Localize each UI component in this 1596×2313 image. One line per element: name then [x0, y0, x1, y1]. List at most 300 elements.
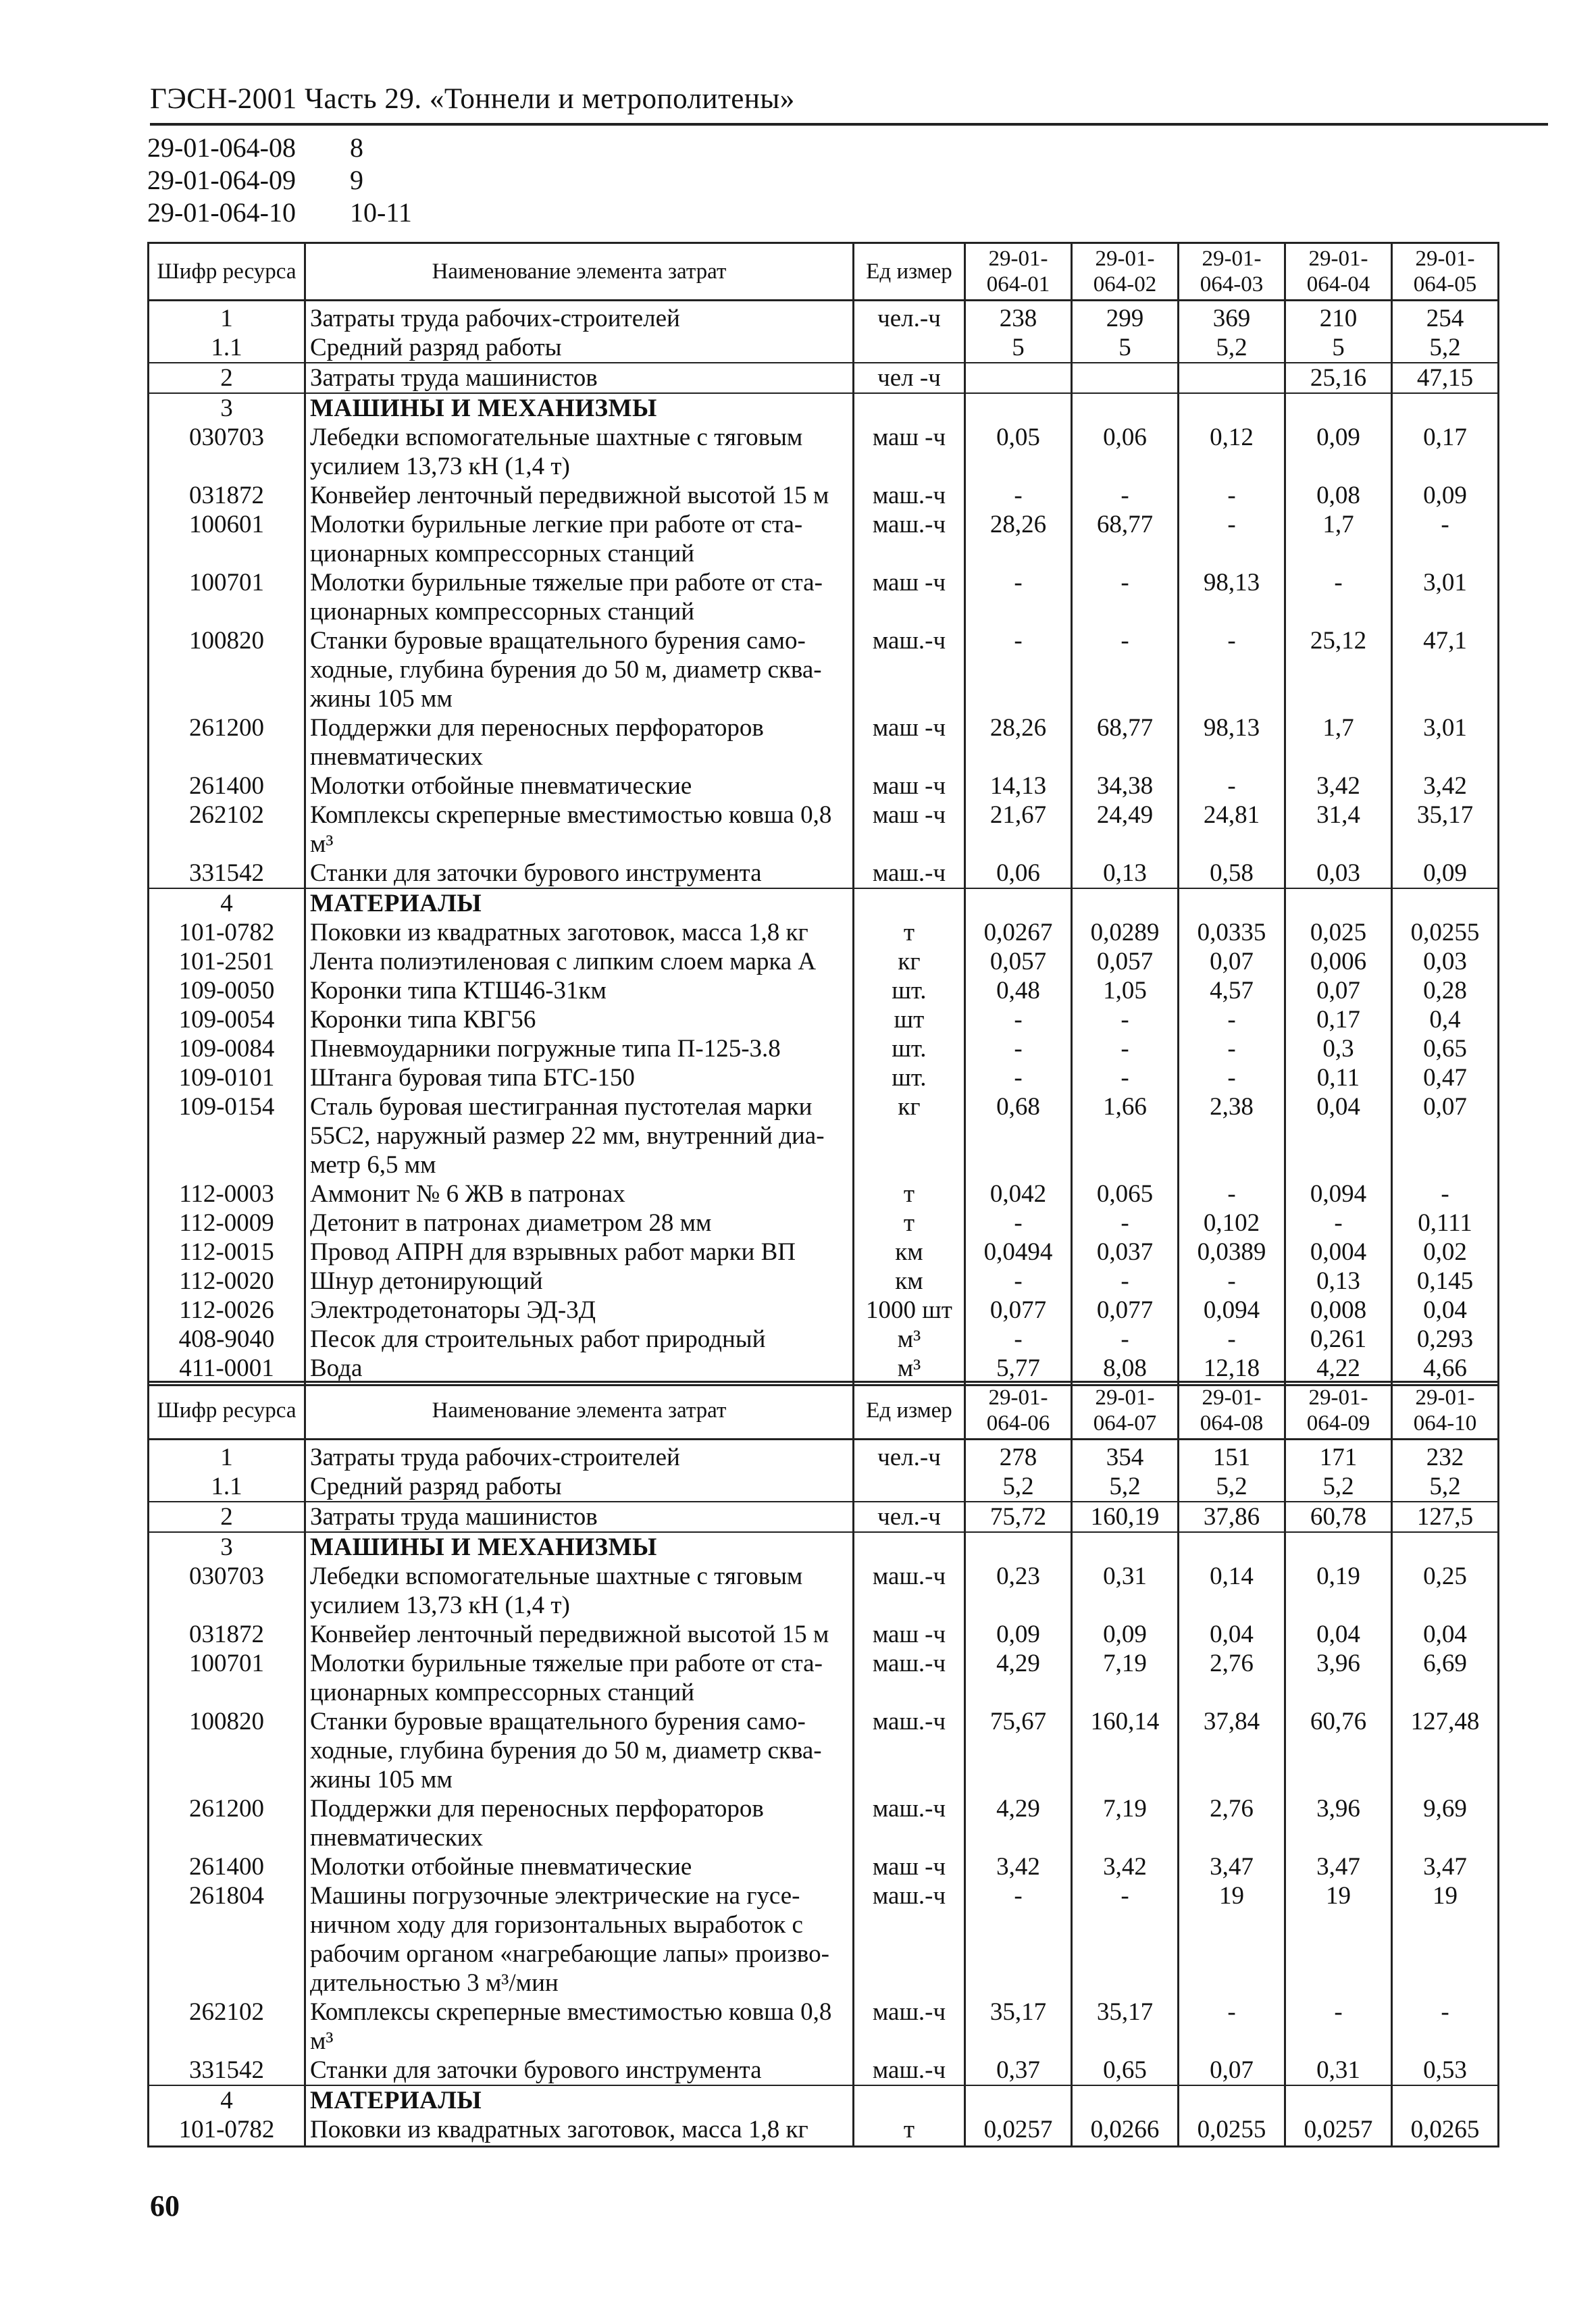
- resource-code: 100820: [149, 1707, 305, 1794]
- unit-of-measure: [854, 333, 965, 363]
- norm-value: 28,26: [965, 713, 1072, 771]
- norm-value: 3,42: [1072, 1852, 1179, 1881]
- header-norm-code: 29-01- 064-08: [1179, 1382, 1285, 1440]
- unit-of-measure: маш.-ч: [854, 1881, 965, 1998]
- norm-value: -: [965, 1881, 1072, 1998]
- norm-value: 0,0494: [965, 1238, 1072, 1267]
- norm-value: 299: [1072, 301, 1179, 334]
- norm-value: 0,04: [1392, 1620, 1499, 1649]
- header-norm-code: 29-01- 064-10: [1392, 1382, 1499, 1440]
- unit-of-measure: маш -ч: [854, 1852, 965, 1881]
- unit-of-measure: шт.: [854, 976, 965, 1005]
- unit-of-measure: маш -ч: [854, 800, 965, 859]
- norm-value: -: [965, 568, 1072, 626]
- header-title: ГЭСН-2001 Часть 29. «Тоннели и метрополитены»: [150, 83, 795, 115]
- unit-of-measure: маш.-ч: [854, 510, 965, 568]
- norm-value: 75,72: [965, 1502, 1072, 1532]
- norm-value: -: [965, 481, 1072, 510]
- cost-element-name: Станки для заточки бурового инструмента: [305, 2056, 854, 2085]
- table-row: [149, 1296, 1499, 1325]
- norm-value: -: [1179, 1005, 1285, 1034]
- header-code: Шифр ресурса: [149, 243, 305, 301]
- cost-element-name: Лебедки вспомогательные шахтные с тяговым усилием 13,73 кН (1,4 т): [305, 423, 854, 481]
- resource-code: 101-0782: [149, 2115, 305, 2147]
- cost-element-name: Шнур детонирующий: [305, 1267, 854, 1296]
- norm-value: 0,17: [1392, 423, 1499, 481]
- cost-element-name: Лента полиэтиленовая с липким слоем марка А: [305, 947, 854, 976]
- mapping-value: 9: [350, 165, 363, 195]
- norm-value: -: [1179, 1267, 1285, 1296]
- table-row: [149, 976, 1499, 1005]
- norm-value: 0,53: [1392, 2056, 1499, 2085]
- table-row: [149, 1649, 1499, 1707]
- resource-code: 101-0782: [149, 918, 305, 947]
- norm-value: 1,66: [1072, 1092, 1179, 1179]
- unit-of-measure: м³: [854, 1354, 965, 1386]
- norm-value: 0,23: [965, 1562, 1072, 1620]
- resource-code: 3: [149, 393, 305, 423]
- unit-of-measure: кг: [854, 1092, 965, 1179]
- norm-value: [1392, 393, 1499, 423]
- cost-element-name: Комплексы скреперные вместимостью ковша 0,8 м³: [305, 1998, 854, 2056]
- table-row: [149, 2056, 1499, 2085]
- header-norm-code: 29-01- 064-09: [1285, 1382, 1392, 1440]
- page-number: 60: [150, 2189, 180, 2222]
- norm-value: 5,2: [1392, 333, 1499, 363]
- norm-value: 8,08: [1072, 1354, 1179, 1386]
- norm-value: -: [1072, 481, 1179, 510]
- norm-value: 3,47: [1285, 1852, 1392, 1881]
- norm-value: 4,29: [965, 1794, 1072, 1852]
- unit-of-measure: кг: [854, 947, 965, 976]
- table-row: [149, 771, 1499, 800]
- norm-value: 98,13: [1179, 713, 1285, 771]
- norm-value: 0,111: [1392, 1209, 1499, 1238]
- norm-value: -: [1179, 626, 1285, 713]
- resource-code: 100820: [149, 626, 305, 713]
- cost-element-name: Поддержки для переносных перфораторов пневматических: [305, 713, 854, 771]
- norm-value: 210: [1285, 301, 1392, 334]
- resource-code: 262102: [149, 800, 305, 859]
- norm-value: 0,65: [1072, 2056, 1179, 2085]
- norm-value: 0,3: [1285, 1034, 1392, 1063]
- norm-value: -: [965, 626, 1072, 713]
- norm-value: 0,077: [965, 1296, 1072, 1325]
- resource-code: 100701: [149, 1649, 305, 1707]
- unit-of-measure: м³: [854, 1325, 965, 1354]
- table-row: [149, 2115, 1499, 2147]
- norm-value: [1179, 888, 1285, 918]
- resource-code: 031872: [149, 1620, 305, 1649]
- cost-element-name: Провод АПРН для взрывных работ марки ВП: [305, 1238, 854, 1267]
- table-row: [149, 1562, 1499, 1620]
- norm-value: 0,057: [965, 947, 1072, 976]
- resource-code: 112-0003: [149, 1179, 305, 1209]
- unit-of-measure: маш.-ч: [854, 1707, 965, 1794]
- resource-code: 408-9040: [149, 1325, 305, 1354]
- resource-code: 4: [149, 2085, 305, 2115]
- norm-value: 238: [965, 301, 1072, 334]
- norm-value: 3,96: [1285, 1794, 1392, 1852]
- norm-value: 0,0255: [1179, 2115, 1285, 2147]
- header-norm-code: 29-01- 064-01: [965, 243, 1072, 301]
- mapping-value: 8: [350, 132, 363, 163]
- cost-element-name: Машины погрузочные электрические на гусе- ничном ходу для горизонтальных выработок с рабочим органом «нагребающие лапы» произво- дительностью 3 м³/мин: [305, 1881, 854, 1998]
- norm-value: 60,76: [1285, 1707, 1392, 1794]
- norm-value: 0,04: [1285, 1092, 1392, 1179]
- norm-value: 5,2: [1285, 1472, 1392, 1502]
- norm-value: 0,06: [965, 859, 1072, 888]
- norm-value: -: [1072, 1005, 1179, 1034]
- norm-value: 354: [1072, 1440, 1179, 1473]
- table-row: [149, 1267, 1499, 1296]
- cost-element-name: Молотки отбойные пневматические: [305, 771, 854, 800]
- resource-code: 261200: [149, 1794, 305, 1852]
- mapping-row: [147, 132, 412, 164]
- norm-value: -: [965, 1267, 1072, 1296]
- norm-value: 0,48: [965, 976, 1072, 1005]
- cost-element-name: Детонит в патронах диаметром 28 мм: [305, 1209, 854, 1238]
- norm-value: [965, 888, 1072, 918]
- norm-value: 0,09: [1392, 859, 1499, 888]
- norm-value: 0,02: [1392, 1238, 1499, 1267]
- norm-value: 0,077: [1072, 1296, 1179, 1325]
- norm-value: 3,47: [1392, 1852, 1499, 1881]
- resource-code: 101-2501: [149, 947, 305, 976]
- unit-of-measure: маш -ч: [854, 713, 965, 771]
- resource-code: 112-0020: [149, 1267, 305, 1296]
- norm-value: 0,07: [1179, 947, 1285, 976]
- cost-element-name: Молотки бурильные легкие при работе от ста- ционарных компрессорных станций: [305, 510, 854, 568]
- norm-value: 0,0257: [1285, 2115, 1392, 2147]
- norm-value: 0,0389: [1179, 1238, 1285, 1267]
- unit-of-measure: маш.-ч: [854, 1794, 965, 1852]
- norm-value: -: [1179, 1998, 1285, 2056]
- norm-value: [1179, 1532, 1285, 1562]
- resource-code: 1.1: [149, 333, 305, 363]
- unit-of-measure: км: [854, 1267, 965, 1296]
- norm-value: 24,81: [1179, 800, 1285, 859]
- cost-element-name: Затраты труда рабочих-строителей: [305, 1440, 854, 1473]
- unit-of-measure: [854, 393, 965, 423]
- unit-of-measure: [854, 888, 965, 918]
- unit-of-measure: маш.-ч: [854, 859, 965, 888]
- header-name: Наименование элемента затрат: [305, 243, 854, 301]
- norm-value: [1285, 888, 1392, 918]
- cost-element-name: Аммонит № 6 ЖВ в патронах: [305, 1179, 854, 1209]
- resource-code: 109-0154: [149, 1092, 305, 1179]
- norm-value: 75,67: [965, 1707, 1072, 1794]
- norm-value: 0,094: [1285, 1179, 1392, 1209]
- norm-value: [965, 363, 1072, 393]
- unit-of-measure: маш -ч: [854, 1620, 965, 1649]
- resource-code: 411-0001: [149, 1354, 305, 1386]
- cost-element-name: Затраты труда машинистов: [305, 1502, 854, 1532]
- norm-value: 4,66: [1392, 1354, 1499, 1386]
- cost-element-name: Поковки из квадратных заготовок, масса 1,8 кг: [305, 918, 854, 947]
- norm-value: 0,04: [1285, 1620, 1392, 1649]
- table-row: [149, 1325, 1499, 1354]
- norm-value: 0,58: [1179, 859, 1285, 888]
- norm-value: 1,7: [1285, 713, 1392, 771]
- resource-code: 261200: [149, 713, 305, 771]
- norm-value: 127,5: [1392, 1502, 1499, 1532]
- cost-element-name: Станки для заточки бурового инструмента: [305, 859, 854, 888]
- cost-element-name: МАШИНЫ И МЕХАНИЗМЫ: [305, 1532, 854, 1562]
- norm-value: 0,0289: [1072, 918, 1179, 947]
- norm-value: 0,008: [1285, 1296, 1392, 1325]
- norm-value: 3,42: [965, 1852, 1072, 1881]
- norm-value: 0,065: [1072, 1179, 1179, 1209]
- norm-value: [1072, 2085, 1179, 2115]
- unit-of-measure: [854, 1472, 965, 1502]
- table-row: [149, 1179, 1499, 1209]
- norm-value: [965, 393, 1072, 423]
- norm-value: 0,0257: [965, 2115, 1072, 2147]
- norm-value: [1072, 393, 1179, 423]
- norm-value: 0,19: [1285, 1562, 1392, 1620]
- unit-of-measure: маш -ч: [854, 423, 965, 481]
- table-row: [149, 918, 1499, 947]
- norm-value: 0,28: [1392, 976, 1499, 1005]
- mapping-value: 10-11: [350, 197, 412, 228]
- norm-value: -: [1179, 771, 1285, 800]
- norm-value: -: [1179, 1325, 1285, 1354]
- resource-code: 030703: [149, 1562, 305, 1620]
- norm-value: 232: [1392, 1440, 1499, 1473]
- norm-value: -: [1072, 1063, 1179, 1092]
- resource-table-1: [147, 242, 1499, 1386]
- resource-code: 112-0009: [149, 1209, 305, 1238]
- norm-value: -: [1179, 1179, 1285, 1209]
- table-row: [149, 1063, 1499, 1092]
- norm-value: 19: [1392, 1881, 1499, 1998]
- norm-value: 0,37: [965, 2056, 1072, 2085]
- unit-of-measure: шт: [854, 1005, 965, 1034]
- norm-value: -: [1072, 1209, 1179, 1238]
- resource-code: 261400: [149, 1852, 305, 1881]
- cost-element-name: Лебедки вспомогательные шахтные с тяговым усилием 13,73 кН (1,4 т): [305, 1562, 854, 1620]
- norm-value: 12,18: [1179, 1354, 1285, 1386]
- resource-code: 031872: [149, 481, 305, 510]
- table-row: [149, 1794, 1499, 1852]
- norm-value: [1392, 2085, 1499, 2115]
- norm-value: 160,19: [1072, 1502, 1179, 1532]
- norm-value: 0,08: [1285, 481, 1392, 510]
- table-row: [149, 1440, 1499, 1473]
- norm-value: 37,84: [1179, 1707, 1285, 1794]
- cost-element-name: МАТЕРИАЛЫ: [305, 888, 854, 918]
- norm-value: 0,13: [1072, 859, 1179, 888]
- norm-value: -: [1285, 1998, 1392, 2056]
- norm-value: 21,67: [965, 800, 1072, 859]
- norm-value: 0,31: [1285, 2056, 1392, 2085]
- norm-value: 47,15: [1392, 363, 1499, 393]
- norm-value: 3,01: [1392, 713, 1499, 771]
- cost-element-name: Песок для строительных работ природный: [305, 1325, 854, 1354]
- unit-of-measure: т: [854, 1179, 965, 1209]
- norm-value: 151: [1179, 1440, 1285, 1473]
- norm-value: 98,13: [1179, 568, 1285, 626]
- norm-value: 0,07: [1392, 1092, 1499, 1179]
- norm-value: [1285, 2085, 1392, 2115]
- norm-value: 7,19: [1072, 1649, 1179, 1707]
- norm-value: 0,03: [1285, 859, 1392, 888]
- resource-code: 331542: [149, 859, 305, 888]
- norm-value: [1392, 888, 1499, 918]
- cost-element-name: Штанга буровая типа БТС-150: [305, 1063, 854, 1092]
- unit-of-measure: чел.-ч: [854, 1502, 965, 1532]
- table-row: [149, 1092, 1499, 1179]
- norm-value: 0,25: [1392, 1562, 1499, 1620]
- norm-value: 0,0265: [1392, 2115, 1499, 2147]
- norm-value: -: [965, 1063, 1072, 1092]
- table-row: [149, 1881, 1499, 1998]
- norm-value: 0,145: [1392, 1267, 1499, 1296]
- norm-value: -: [1072, 1881, 1179, 1998]
- norm-value: -: [1072, 568, 1179, 626]
- table-row: [149, 301, 1499, 334]
- table-row: [149, 1238, 1499, 1267]
- norm-value: -: [965, 1209, 1072, 1238]
- norm-value: 6,69: [1392, 1649, 1499, 1707]
- resource-code: 261400: [149, 771, 305, 800]
- code-mapping-list: [147, 132, 412, 229]
- unit-of-measure: чел -ч: [854, 363, 965, 393]
- resource-code: 109-0054: [149, 1005, 305, 1034]
- norm-value: -: [965, 1325, 1072, 1354]
- norm-value: 0,042: [965, 1179, 1072, 1209]
- unit-of-measure: чел.-ч: [854, 301, 965, 334]
- unit-of-measure: шт.: [854, 1063, 965, 1092]
- unit-of-measure: [854, 2085, 965, 2115]
- cost-element-name: МАТЕРИАЛЫ: [305, 2085, 854, 2115]
- norm-value: 3,96: [1285, 1649, 1392, 1707]
- norm-value: 369: [1179, 301, 1285, 334]
- unit-of-measure: 1000 шт: [854, 1296, 965, 1325]
- resource-code: 100601: [149, 510, 305, 568]
- resource-code: 331542: [149, 2056, 305, 2085]
- norm-value: 35,17: [965, 1998, 1072, 2056]
- mapping-code: 29-01-064-09: [147, 165, 296, 195]
- norm-value: 0,68: [965, 1092, 1072, 1179]
- resource-code: 1: [149, 1440, 305, 1473]
- section-row: [149, 1532, 1499, 1562]
- unit-of-measure: [854, 1532, 965, 1562]
- norm-value: 0,006: [1285, 947, 1392, 976]
- table-row: [149, 1998, 1499, 2056]
- cost-element-name: Конвейер ленточный передвижной высотой 15 м: [305, 481, 854, 510]
- norm-value: -: [1179, 1063, 1285, 1092]
- norm-value: 0,0267: [965, 918, 1072, 947]
- norm-value: 5: [1072, 333, 1179, 363]
- unit-of-measure: маш.-ч: [854, 626, 965, 713]
- norm-value: 24,49: [1072, 800, 1179, 859]
- norm-value: 278: [965, 1440, 1072, 1473]
- resource-table-2: [147, 1381, 1499, 2147]
- norm-value: 5: [1285, 333, 1392, 363]
- cost-element-name: Средний разряд работы: [305, 333, 854, 363]
- norm-value: 3,01: [1392, 568, 1499, 626]
- norm-value: 0,09: [1392, 481, 1499, 510]
- table-row: [149, 1005, 1499, 1034]
- table-row: [149, 1209, 1499, 1238]
- norm-value: 35,17: [1392, 800, 1499, 859]
- cost-element-name: Комплексы скреперные вместимостью ковша 0,8 м³: [305, 800, 854, 859]
- norm-value: 0,293: [1392, 1325, 1499, 1354]
- unit-of-measure: маш.-ч: [854, 481, 965, 510]
- table-row: [149, 1852, 1499, 1881]
- norm-value: 2,76: [1179, 1794, 1285, 1852]
- norm-value: 0,025: [1285, 918, 1392, 947]
- resource-code: 3: [149, 1532, 305, 1562]
- unit-of-measure: т: [854, 918, 965, 947]
- table-row: [149, 1472, 1499, 1502]
- norm-value: 4,22: [1285, 1354, 1392, 1386]
- norm-value: 171: [1285, 1440, 1392, 1473]
- norm-value: 0,05: [965, 423, 1072, 481]
- table-row: [149, 626, 1499, 713]
- unit-of-measure: маш -ч: [854, 568, 965, 626]
- resource-code: 100701: [149, 568, 305, 626]
- norm-value: 3,47: [1179, 1852, 1285, 1881]
- norm-value: 28,26: [965, 510, 1072, 568]
- norm-value: [1072, 888, 1179, 918]
- norm-value: 3,42: [1285, 771, 1392, 800]
- norm-value: -: [1285, 568, 1392, 626]
- norm-value: [1072, 1532, 1179, 1562]
- unit-of-measure: маш.-ч: [854, 1649, 965, 1707]
- norm-value: 0,057: [1072, 947, 1179, 976]
- norm-value: 0,09: [1072, 1620, 1179, 1649]
- table-row: [149, 1707, 1499, 1794]
- norm-value: 0,07: [1179, 2056, 1285, 2085]
- norm-value: -: [1072, 1325, 1179, 1354]
- norm-value: 4,57: [1179, 976, 1285, 1005]
- norm-value: -: [1072, 626, 1179, 713]
- norm-value: 37,86: [1179, 1502, 1285, 1532]
- section-row: [149, 888, 1499, 918]
- norm-value: 7,19: [1072, 1794, 1179, 1852]
- norm-value: 25,12: [1285, 626, 1392, 713]
- unit-of-measure: чел.-ч: [854, 1440, 965, 1473]
- resource-code: 112-0026: [149, 1296, 305, 1325]
- page-header: [150, 80, 1548, 126]
- norm-value: 0,12: [1179, 423, 1285, 481]
- table-row: [149, 423, 1499, 481]
- header-unit: Ед измер: [854, 243, 965, 301]
- unit-of-measure: маш.-ч: [854, 1998, 965, 2056]
- header-code: Шифр ресурса: [149, 1382, 305, 1440]
- norm-value: 5,2: [1392, 1472, 1499, 1502]
- norm-value: 0,03: [1392, 947, 1499, 976]
- norm-value: 68,77: [1072, 510, 1179, 568]
- norm-value: 68,77: [1072, 713, 1179, 771]
- mapping-row: [147, 164, 412, 197]
- norm-value: -: [1179, 510, 1285, 568]
- norm-value: 19: [1285, 1881, 1392, 1998]
- norm-value: 2,38: [1179, 1092, 1285, 1179]
- norm-value: 0,094: [1179, 1296, 1285, 1325]
- resource-code: 1: [149, 301, 305, 334]
- table-row: [149, 859, 1499, 888]
- norm-value: 5,2: [965, 1472, 1072, 1502]
- table-row: [149, 800, 1499, 859]
- norm-value: 0,4: [1392, 1005, 1499, 1034]
- mapping-code: 29-01-064-10: [147, 197, 296, 228]
- resource-code: 030703: [149, 423, 305, 481]
- unit-of-measure: маш.-ч: [854, 1562, 965, 1620]
